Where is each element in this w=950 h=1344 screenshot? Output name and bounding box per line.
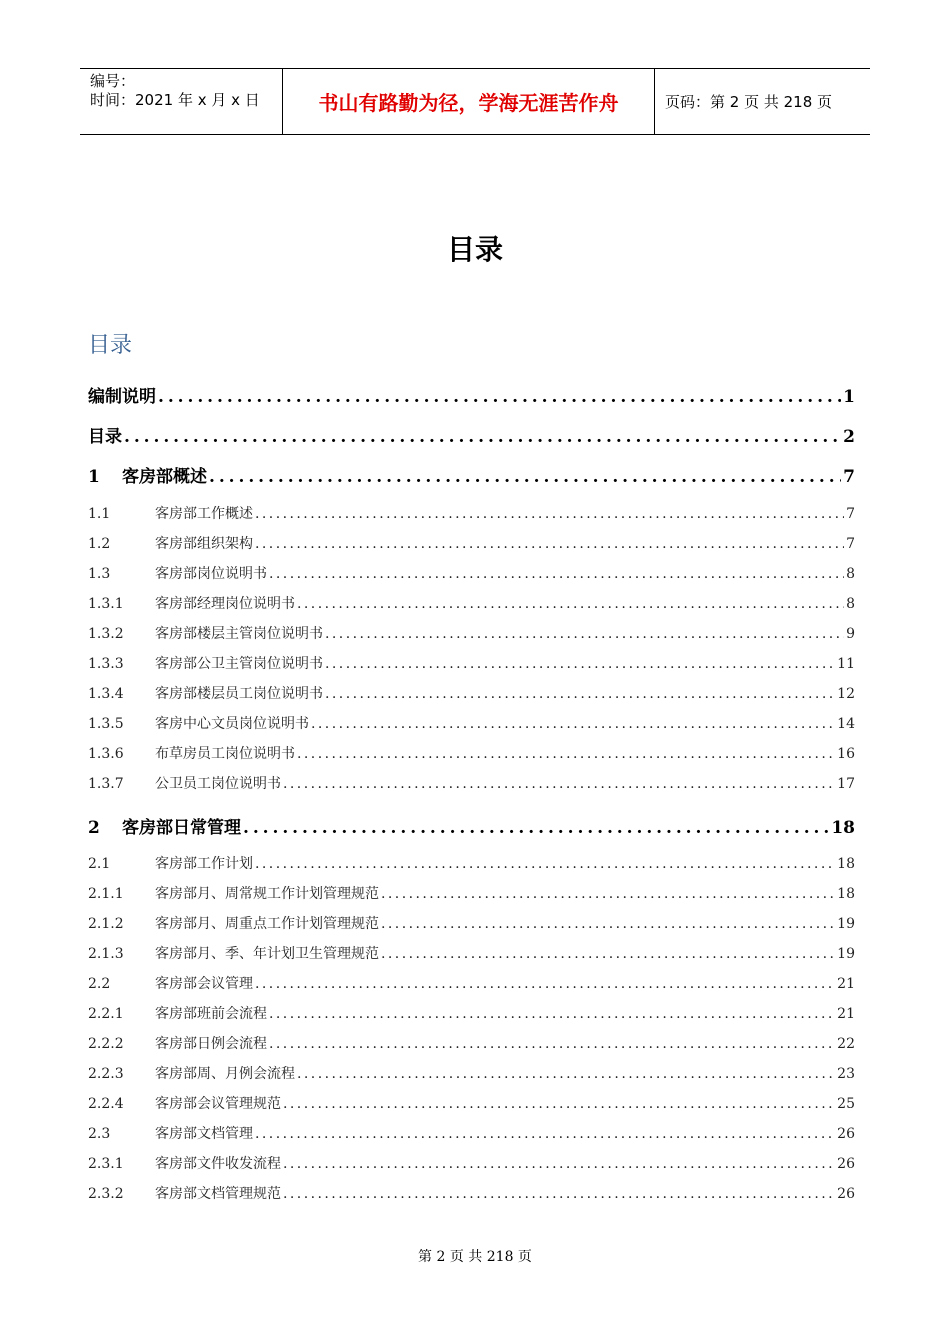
toc-entry-title: 客房部会议管理 [155,976,253,992]
toc-dot-leader [325,626,844,642]
toc-heading: 目录 [88,333,133,358]
header-page-info: 页码：第 2 页 共 218 页 [665,93,833,111]
toc-entry-page: 8 [846,566,855,582]
toc-entry-title: 客房部经理岗位说明书 [155,596,295,612]
toc-entry[interactable] [88,623,855,643]
header-motto: 书山有路勤为径，学海无涯苦作舟 [318,91,619,115]
toc-dot-leader [124,427,841,447]
toc-entry[interactable] [88,422,855,447]
toc-dot-leader [255,506,844,522]
toc-entry[interactable] [88,853,855,873]
toc-dot-leader [297,1066,835,1082]
toc-entry[interactable] [88,593,855,613]
toc-entry-number: 1.3.1 [88,596,124,612]
toc-entry-page: 8 [846,596,855,612]
toc-entry-number: 2.3.1 [88,1156,124,1172]
toc-entry[interactable] [88,883,855,903]
toc-entry-number: 1 [88,467,100,487]
toc-entry-number: 2.2.3 [88,1066,124,1082]
toc-entry-number: 2.2.2 [88,1036,124,1052]
toc-entry-page: 26 [837,1186,855,1202]
toc-entry-title: 客房部公卫主管岗位说明书 [155,656,323,672]
toc-dot-leader [325,656,835,672]
time-label: 时间：2021 年 x 月 x 日 [90,91,260,109]
toc-dot-leader [269,1006,835,1022]
toc-entry-number: 1.2 [88,536,111,552]
toc-dot-leader [297,746,835,762]
toc-dot-leader [269,1036,835,1052]
toc-entry-page: 21 [837,976,855,992]
toc-entry-page: 18 [837,856,855,872]
toc-entry[interactable] [88,533,855,553]
toc-entry-title: 客房部组织架构 [155,536,253,552]
toc-dot-leader [283,1186,835,1202]
toc-entry-page: 1 [843,387,855,407]
toc-entry-title: 客房部文档管理 [155,1126,253,1142]
toc-entry-title: 客房部月、季、年计划卫生管理规范 [155,946,379,962]
toc-entry-page: 18 [831,818,855,838]
toc-entry[interactable] [88,503,855,523]
toc-entry[interactable] [88,1183,855,1203]
toc-entry-page: 22 [837,1036,855,1052]
toc-entry-title: 客房部日常管理 [122,818,241,838]
toc-entry-page: 7 [843,467,855,487]
page-footer: 第 2 页 共 218 页 [418,1249,532,1265]
toc-entry-page: 16 [837,746,855,762]
toc-entry[interactable] [88,713,855,733]
toc-entry-page: 23 [837,1066,855,1082]
toc-entry-number: 2.1 [88,856,111,872]
toc-dot-leader [283,1096,835,1112]
toc-entry-number: 1.3.6 [88,746,124,762]
toc-entry-title: 客房部班前会流程 [155,1006,267,1022]
toc-entry-number: 2.1.2 [88,916,124,932]
toc-entry[interactable] [88,1093,855,1113]
toc-entry-number: 2.1.1 [88,886,124,902]
toc-entry-number: 1.3.3 [88,656,124,672]
toc-dot-leader [209,467,841,487]
toc-dot-leader [325,686,835,702]
toc-entry-title: 编制说明 [88,387,156,407]
toc-entry-title: 公卫员工岗位说明书 [155,776,281,792]
toc-entry-number: 1.3.2 [88,626,124,642]
toc-entry-page: 17 [837,776,855,792]
toc-entry[interactable] [88,913,855,933]
toc-entry[interactable] [88,813,855,838]
toc-dot-leader [269,566,844,582]
toc-entry-number: 2 [88,818,100,838]
toc-entry-page: 19 [837,916,855,932]
toc-entry-title: 客房部月、周重点工作计划管理规范 [155,916,379,932]
toc-entry-page: 26 [837,1126,855,1142]
toc-entry-number: 2.2 [88,976,111,992]
toc-entry-number: 2.2.4 [88,1096,124,1112]
toc-entry-page: 18 [837,886,855,902]
toc-entry[interactable] [88,683,855,703]
toc-entry[interactable] [88,973,855,993]
toc-entry-page: 25 [837,1096,855,1112]
toc-entry-title: 客房部岗位说明书 [155,566,267,582]
toc-dot-leader [311,716,835,732]
toc-entry-title: 客房部月、周常规工作计划管理规范 [155,886,379,902]
toc-entry-page: 26 [837,1156,855,1172]
toc-entry-title: 客房部文档管理规范 [155,1186,281,1202]
toc-entry-page: 14 [837,716,855,732]
toc-entry-number: 1.3 [88,566,111,582]
toc-entry-title: 客房部文件收发流程 [155,1156,281,1172]
toc-entry-page: 7 [846,536,855,552]
toc-entry[interactable] [88,462,855,487]
toc-dot-leader [255,536,844,552]
toc-entry[interactable] [88,1063,855,1083]
toc-entry-number: 1.3.4 [88,686,124,702]
toc-entry-number: 2.3.2 [88,1186,124,1202]
header-motto-cell [282,69,655,134]
toc-entry[interactable] [88,653,855,673]
toc-dot-leader [297,596,844,612]
toc-entry-title: 客房部日例会流程 [155,1036,267,1052]
toc-entry-title: 目录 [88,427,122,447]
toc-entry-page: 2 [843,427,855,447]
toc-entry-title: 布草房员工岗位说明书 [155,746,295,762]
number-label: 编号： [90,72,136,90]
toc-dot-leader [243,818,829,838]
toc-entry-title: 客房部楼层员工岗位说明书 [155,686,323,702]
toc-entry-number: 1.1 [88,506,111,522]
toc-entry-page: 19 [837,946,855,962]
toc-dot-leader [158,387,841,407]
toc-entry-title: 客房部会议管理规范 [155,1096,281,1112]
toc-entry-page: 7 [846,506,855,522]
toc-entry-title: 客房部概述 [122,467,207,487]
toc-entry-number: 2.1.3 [88,946,124,962]
toc-entry[interactable] [88,743,855,763]
toc-entry-number: 1.3.7 [88,776,124,792]
toc-dot-leader [283,1156,835,1172]
toc-dot-leader [255,856,835,872]
toc-dot-leader [255,1126,835,1142]
toc-entry-title: 客房部楼层主管岗位说明书 [155,626,323,642]
toc-dot-leader [381,916,835,932]
toc-entry-title: 客房部工作概述 [155,506,253,522]
toc-dot-leader [381,886,835,902]
toc-entry[interactable] [88,1153,855,1173]
toc-entry-number: 2.2.1 [88,1006,124,1022]
toc-entry[interactable] [88,1033,855,1053]
toc-entry[interactable] [88,563,855,583]
toc-entry-number: 1.3.5 [88,716,124,732]
toc-dot-leader [381,946,835,962]
toc-entry-page: 12 [837,686,855,702]
toc-entry[interactable] [88,382,855,407]
toc-dot-leader [255,976,835,992]
header-meta [80,69,282,134]
toc-entry[interactable] [88,943,855,963]
toc-entry-page: 9 [846,626,855,642]
page-header [80,68,870,135]
toc-entry-number: 2.3 [88,1126,111,1142]
toc-entry-title: 客房部周、月例会流程 [155,1066,295,1082]
toc-dot-leader [283,776,835,792]
toc-entry[interactable] [88,1003,855,1023]
toc-entry-page: 11 [837,656,855,672]
document-title: 目录 [446,233,503,266]
toc-entry-title: 客房部工作计划 [155,856,253,872]
toc-entry-title: 客房中心文员岗位说明书 [155,716,309,732]
toc-entry-page: 21 [837,1006,855,1022]
toc-entry[interactable] [88,1123,855,1143]
toc-entry[interactable] [88,773,855,793]
